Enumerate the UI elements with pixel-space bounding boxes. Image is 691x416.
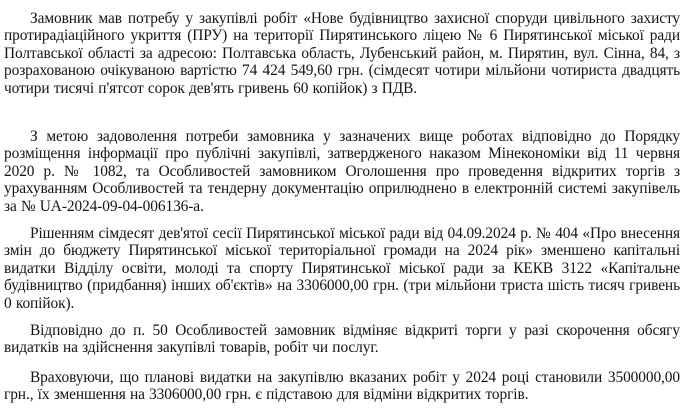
paragraph-procurement-need: Замовник мав потребу у закупівлі робіт «Нове будівництво захисної споруди цивільного захисту протирадіаційного укриття (ПРУ) на території Пирятинського ліцею № 6 Пирятинської міської ради Полтавської області за адресою: Полтавська область, Лубенський район, м. Пирятин, вул. Сінна, 84, з розрахованою очікуваною вартістю 74 424 549,60 грн. (сімдесят чотири мільйони чотириста двадцять чотири тисячі п'ятсот сорок дев'ять гривень 60 копійок) з ПДВ. bbox=[4, 10, 680, 97]
paragraph-tender-announcement: З метою задоволення потреби замовника у зазначених вище роботах відповідно до Порядку розміщення інформації про публічні закупівлі, затвердженого наказом Мінекономіки від 11 червня 2020 р. № 1082, та Особливостей замовником Оголошення про проведення відкритих торгів з урахуванням Особливостей та тендерну документацію оприлюднено в електронній системі закупівель за № UA-2024-09-04-006136-a. bbox=[4, 128, 680, 215]
paragraph-budget-decision: Рішенням сімдесят дев'ятої сесії Пирятинської міської ради від 04.09.2024 р. № 404 «Про внесення змін до бюджету Пирятинської міської територіальної громади на 2024 рік» зменшено капітальні видатки Відділу освіти, молоді та спорту Пирятинської міської ради за КЕКВ 3122 «Капітальне будівництво (придбання) інших об'єктів» на 3306000,00 грн. (три мільйони триста шість тисяч гривень 0 копійок). bbox=[4, 225, 680, 312]
paragraph-legal-basis: Відповідно до п. 50 Особливостей замовник відміняє відкриті торги у разі скорочення обсягу видатків на здійснення закупівлі товарів, робіт чи послуг. bbox=[4, 322, 680, 357]
paragraph-conclusion: Враховуючи, що планові видатки на закупівлю вказаних робіт у 2024 році становили 3500000,00 грн., їх зменшення на 3306000,00 грн. є підставою для відміни відкритих торгів. bbox=[4, 369, 680, 404]
